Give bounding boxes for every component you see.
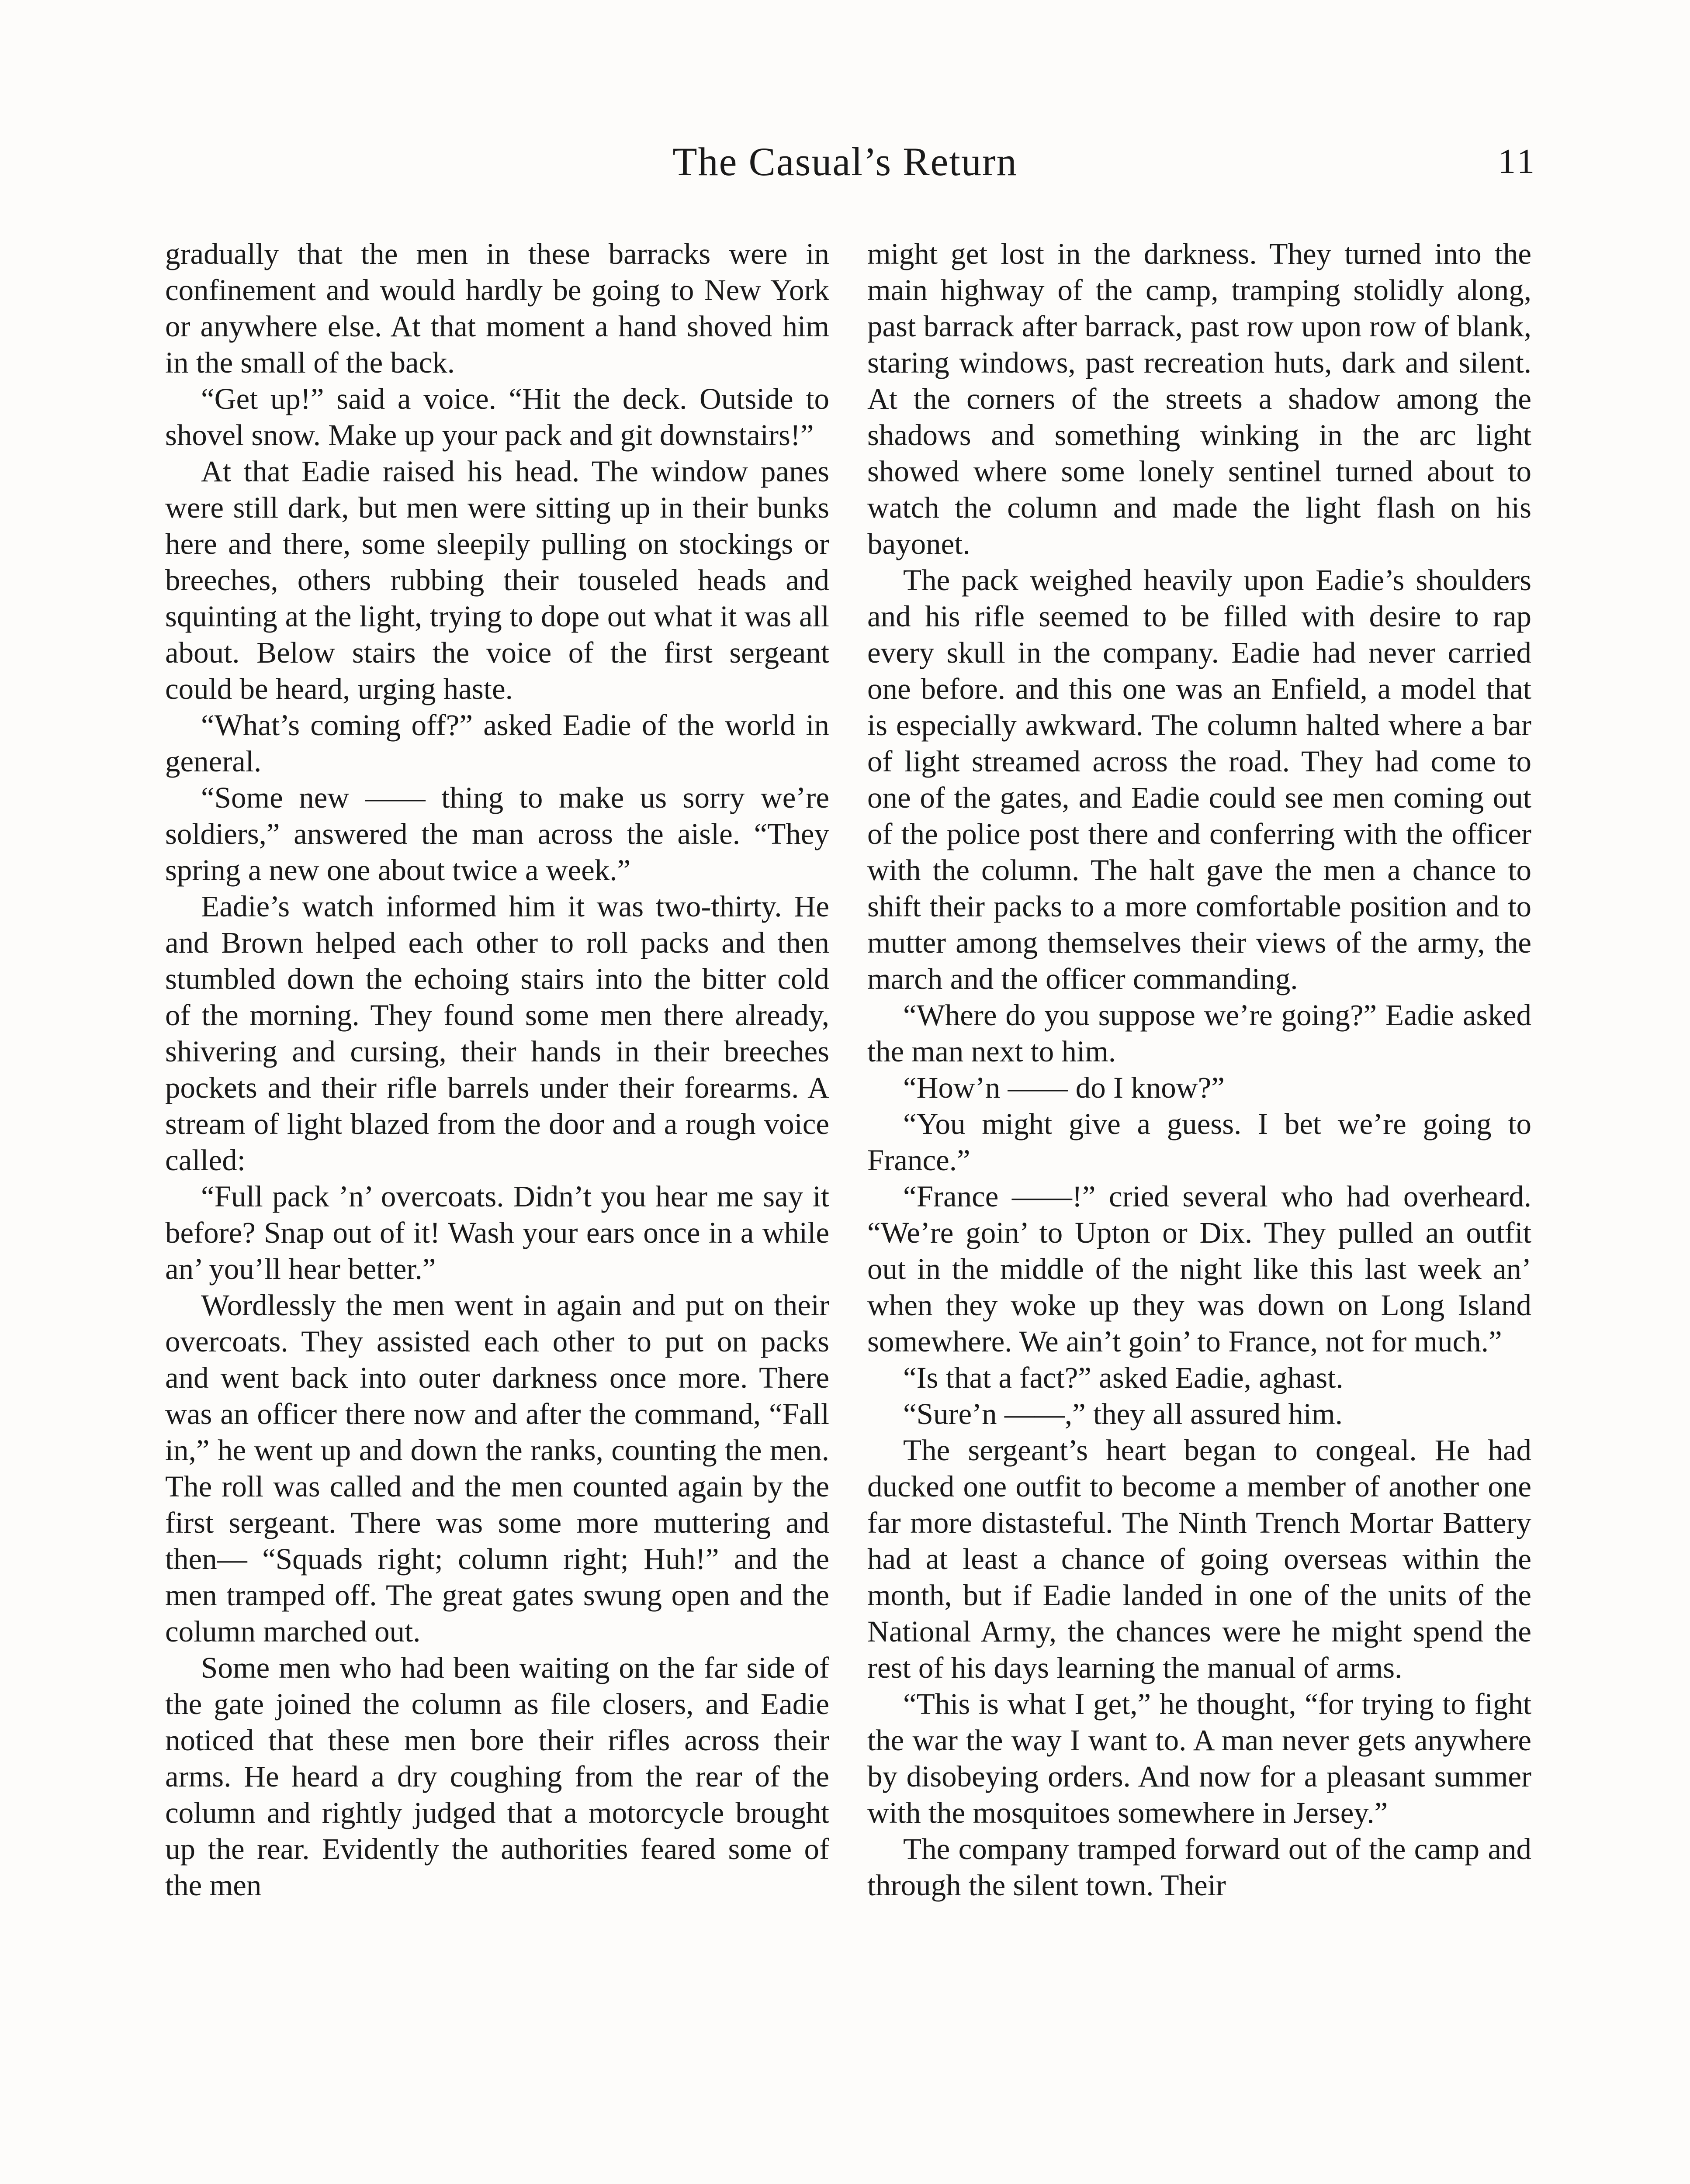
paragraph: “Is that a fact?” asked Eadie, aghast. bbox=[903, 1361, 1344, 1394]
paragraph: Some men who had been waiting on the far side of the gate joined the column as file closers, and Eadie noticed that these men bore their rifles across their arms. He heard a dry coughing from the rear of the column and rightly judged that a motorcycle brought up the rear. Evidently the authorities feared some of the men bbox=[165, 1651, 829, 1902]
paragraph: “France ——!” cried several who had overheard. “We’re goin’ to Upton or Dix. They pulled an outfit out in the middle of the night like this last week an’ when they woke up they was down on Long Island somewhere. We ain’t goin’ to France, not for much.” bbox=[867, 1180, 1531, 1358]
paragraph: “Sure’n ——,” they all assured him. bbox=[903, 1397, 1343, 1431]
paragraph: Eadie’s watch informed him it was two-thirty. He and Brown helped each other to roll packs and then stumbled down the echoing stairs into the bitter cold of the morning. They found some men there already, shivering and cursing, their hands in their breeches pockets and their rifle barrels under their forearms. A stream of light blazed from the door and a rough voice called: bbox=[165, 890, 829, 1177]
paragraph: “Where do you suppose we’re going?” Eadie asked the man next to him. bbox=[867, 999, 1531, 1068]
paragraph: “What’s coming off?” asked Eadie of the world in general. bbox=[165, 708, 829, 778]
running-title: The Casual’s Return bbox=[672, 139, 1018, 184]
paragraph: Wordlessly the men went in again and put on their overcoats. They assisted each other to put on packs and went back into outer darkness once more. There was an officer there now and after the command, “Fall in,” he went up and down the ranks, counting the men. The roll was called and the men counted again by the first sergeant. There was some more muttering and then— “Squads right; column right; Huh!” and the men tramped off. The great gates swung open and the column marched out. bbox=[165, 1289, 829, 1648]
paragraph: “You might give a guess. I bet we’re going to France.” bbox=[867, 1107, 1531, 1177]
paragraph: “How’n —— do I know?” bbox=[903, 1071, 1225, 1104]
paragraph: The sergeant’s heart began to congeal. He had ducked one outfit to become a member of another one far more distasteful. The Ninth Trench Mortar Battery had at least a chance of going overseas within the month, but if Eadie landed in one of the units of the National Army, the chances were he might spend the rest of his days learning the manual of arms. bbox=[867, 1434, 1531, 1684]
right-column bbox=[867, 236, 1531, 1904]
paragraph: gradually that the men in these barracks were in confinement and would hardly be going to New York or anywhere else. At that moment a hand shoved him in the small of the back. bbox=[165, 237, 829, 379]
paragraph: “Full pack ’n’ overcoats. Didn’t you hear me say it before? Snap out of it! Wash your ears once in a while an’ you’ll hear better.” bbox=[165, 1180, 829, 1286]
paragraph: At that Eadie raised his head. The window panes were still dark, but men were sitting up in their bunks here and there, some sleepily pulling on stockings or breeches, others rubbing their touseled heads and squinting at the light, trying to dope out what it was all about. Below stairs the voice of the first sergeant could be heard, urging haste. bbox=[165, 455, 829, 705]
paragraph: “Some new —— thing to make us sorry we’re soldiers,” answered the man across the aisle. “They spring a new one about twice a week.” bbox=[165, 781, 829, 887]
paragraph: “This is what I get,” he thought, “for trying to fight the war the way I want to. A man never gets anywhere by disobeying orders. And now for a pleasant summer with the mosquitoes somewhere in Jersey.” bbox=[867, 1687, 1531, 1829]
paragraph: The pack weighed heavily upon Eadie’s shoulders and his rifle seemed to be filled with desire to rap every skull in the company. Eadie had never carried one before. and this one was an Enfield, a model that is especially awkward. The column halted where a bar of light streamed across the road. They had come to one of the gates, and Eadie could see men coming out of the police post there and conferring with the officer with the column. The halt gave the men a chance to shift their packs to a more comfortable position and to mutter among themselves their views of the army, the march and the officer commanding. bbox=[867, 563, 1531, 995]
paragraph: The company tramped forward out of the camp and through the silent town. Their bbox=[867, 1832, 1531, 1902]
running-head bbox=[0, 135, 1690, 188]
left-column bbox=[165, 236, 829, 1904]
paragraph: might get lost in the darkness. They turned into the main highway of the camp, tramping stolidly along, past barrack after barrack, past row upon row of blank, staring windows, past recreation huts, dark and silent. At the corners of the streets a shadow among the shadows and something winking in the arc light showed where some lonely sentinel turned about to watch the column and made the light flash on his bayonet. bbox=[867, 237, 1531, 560]
page-number: 11 bbox=[1498, 142, 1537, 181]
paragraph: “Get up!” said a voice. “Hit the deck. Outside to shovel snow. Make up your pack and git downstairs!” bbox=[165, 382, 829, 452]
